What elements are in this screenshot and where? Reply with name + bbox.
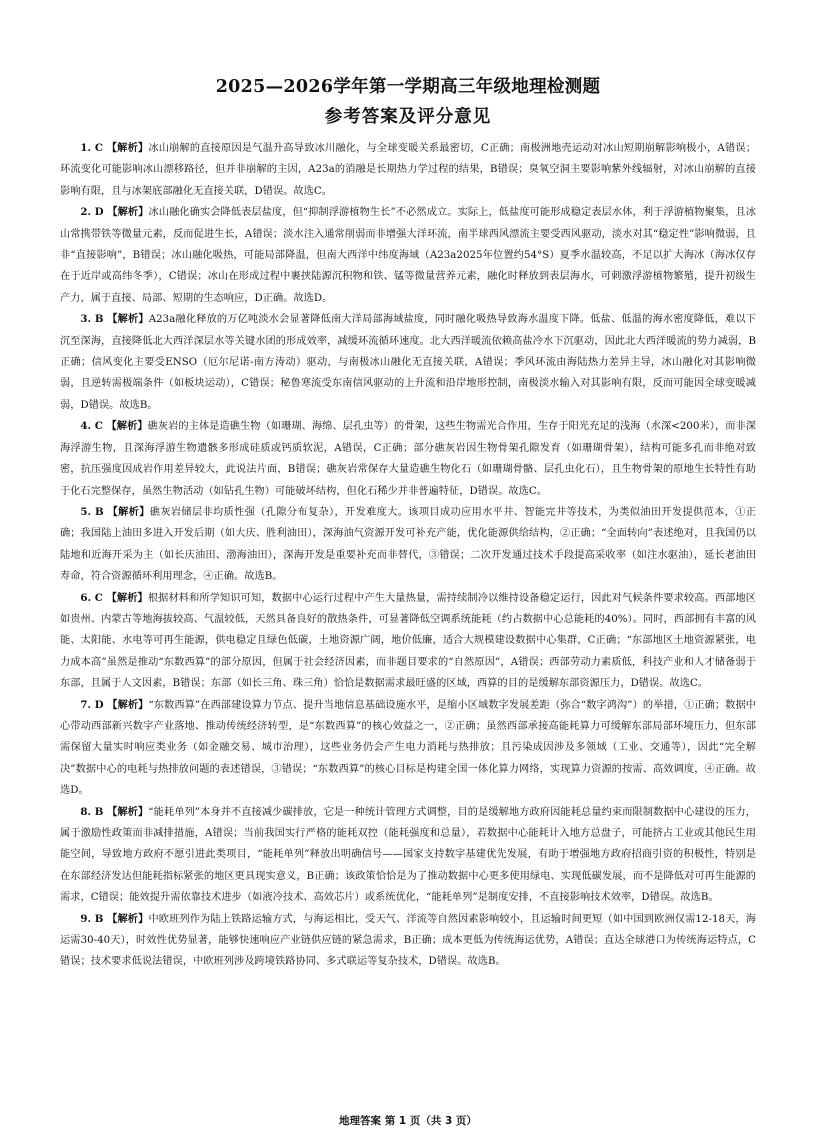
answer-head: 9. B 【解析】 bbox=[80, 912, 149, 925]
answer-item-2 bbox=[60, 202, 756, 309]
page-title: 2025—2026学年第一学期高三年级地理检测题 bbox=[215, 77, 601, 97]
answer-item-8 bbox=[60, 802, 756, 909]
answer-list bbox=[60, 138, 756, 973]
answer-head: 5. B 【解析】 bbox=[80, 505, 150, 518]
answer-item-5 bbox=[60, 502, 756, 588]
answer-item-3 bbox=[60, 309, 756, 416]
page-footer: 地理答案 第 1 页（共 3 页） bbox=[339, 1115, 477, 1127]
answer-head: 7. D 【解析】 bbox=[80, 698, 149, 711]
answer-text: 冰山崩解的直接原因是气温升高导致冰川融化，与全球变暖关系最密切，C正确；南极洲地壳运动对冰山短期崩解影响极小，A错误；环流变化可能影响冰山漂移路径，但并非崩解的主因，A23a的消融是长期热力学过程的结果，B错误；臭氧空洞主要影响紫外线辐射，对冰山崩解的直接影响有限，且与冰架底部融化无直接关联，D错误。故选C。 bbox=[60, 143, 756, 197]
answer-item-9 bbox=[60, 909, 756, 973]
answer-item-7 bbox=[60, 695, 756, 802]
answer-text: A23a融化释放的万亿吨淡水会显著降低南大洋局部海域盐度，同时融化吸热导致海水温度下降。低盐、低温的海水密度降低，难以下沉至深海，直接降低北大西洋深层水等关键水团的形成效率，减缓环流循环速度。北大西洋暖流依赖高盐冷水下沉驱动，因此北大西洋暖流的势力减弱，B正确；信风变化主要受ENSO（厄尔尼诺-南方涛动）驱动，与南极冰山融化无直接关联，A错误；季风环流由海陆热力差异主导，冰山融化对其影响微弱，且逆转需极端条件（如板块运动），C错误；秘鲁寒流受东南信风驱动的上升流和沿岸地形控制，南极淡水输入对其影响有限，反而可能因全球变暖减弱，D错误。故选B。 bbox=[60, 314, 757, 411]
answer-text: “东数西算”在西部建设算力节点、提升当地信息基础设施水平，是缩小区域数字发展差距（弥合“数字鸿沟”）的举措，①正确；数据中心带动西部新兴数字产业落地、推动传统经济转型，是“东数西算”的核心效益之一，②正确；虽然西部承接高能耗算力可缓解东部局部环境压力，但东部需保留大量实时响应类业务（如金融交易、城市治理），这些业务仍会产生电力消耗与热排放；且污染成因涉及多领域（工业、交通等），因此“完全解决”数据中心的电耗与热排放问题的表述错误，③错误；“东数西算”的核心目标是构建全国一体化算力网络，实现算力资源的按需、高效调度，④正确。故选D。 bbox=[60, 699, 756, 797]
answer-text: 中欧班列作为陆上铁路运输方式，与海运相比，受天气、洋流等自然因素影响较小，且运输时间更短（如中国到欧洲仅需12-18天，海运需30-40天），时效性优势显著，能够快速响应产业链供应链的紧急需求，B正确；成本更低为传统海运优势，A错误；直达全球港口为传统海运特点，C错误；技术要求低说法错误，中欧班列涉及跨境铁路协同、多式联运等复杂技术，D错误。故选B。 bbox=[60, 913, 756, 968]
answer-head: 8. B 【解析】 bbox=[80, 805, 149, 818]
answer-text: 礁灰岩的主体是造礁生物（如珊瑚、海绵、层孔虫等）的骨架，这些生物需光合作用，生存于阳光充足的浅海（水深<200米），而非深海浮游生物，且深海浮游生物遗骸多形成硅质或钙质软泥，A错误，C正确；部分礁灰岩因生物骨架孔隙发育（如珊瑚骨架），结构可能多孔而非绝对致密，抗压强度因成岩作用差异较大，此说法片面，B错误；礁灰岩常保存大量造礁生物化石（如珊瑚骨骼、层孔虫化石），且生物骨架的原地生长特性有助于化石完整保存，虽然生物活动（如钻孔生物）可能破坏结构，但化石稀少并非普遍特征，D错误。故选C。 bbox=[60, 421, 756, 497]
answer-item-4 bbox=[60, 416, 756, 502]
page-subtitle: 参考答案及评分意见 bbox=[324, 107, 492, 127]
answer-item-1 bbox=[60, 138, 756, 202]
answer-text: 根据材料和所学知识可知，数据中心运行过程中产生大量热量，需持续制冷以维持设备稳定运行，因此对气候条件要求较高。西部地区如贵州、内蒙古等地海拔较高、气温较低，天然具备良好的散热条件，可显著降低空调系统能耗（约占数据中心总能耗的40%）。同时，西部拥有丰富的风能、太阳能、水电等可再生能源，供电稳定且绿色低碳，土地资源广阔，地价低廉，适合大规模建设数据中心集群，C正确；“东部地区土地资源紧张，电力成本高”虽然是推动“东数西算”的部分原因，但属于社会经济因素，而非题目要求的“自然原因”，A错误；西部劳动力素质低，科技产业和人才储备弱于东部，且属于人文因素，B错误；东部（如长三角、珠三角）恰恰是数据需求最旺盛的区域，西算的目的是缓解东部资源压力，D错误。故选C。 bbox=[60, 592, 756, 690]
answer-head: 2. D 【解析】 bbox=[80, 206, 149, 219]
answer-head: 3. B 【解析】 bbox=[80, 313, 149, 326]
answer-text: 冰山融化确实会降低表层盐度，但“抑制浮游植物生长”不必然成立。实际上，低盐度可能形成稳定表层水体，利于浮游植物聚集，且冰山常携带铁等微量元素，反而促进生长，A错误；淡水注入通常削弱而非增强大洋环流，南半球西风漂流主要受西风驱动，淡水对其“稳定性”影响微弱，且非“直接影响”，B错误；冰山融化吸热，可能局部降温，但南大西洋中纬度海域（A23a2025年位置约54°S）夏季水温较高，不足以扩大海冰（海冰仅存在于近岸或高纬冬季），C错误；冰山在形成过程中裹挟陆源沉积物和铁、锰等微量营养元素，融化时释放到表层海水，可刺激浮游植物繁殖，提升初级生产力，属于直接、局部、短期的生态响应，D正确。故选D。 bbox=[60, 207, 756, 304]
answer-item-6 bbox=[60, 588, 756, 695]
answer-text: 礁灰岩储层非均质性强（孔隙分布复杂），开发难度大。该项目成功应用水平井、智能完井等技术，为类似油田开发提供范本，①正确；我国陆上油田多进入开发后期（如大庆、胜利油田），深海油气资源开发可补充产能，优化能源供给结构，②正确；“全面转向”表述绝对，且我国仍以陆地和近海开采为主（如长庆油田、渤海油田），深海开发是重要补充而非替代，③错误；二次开发通过技术手段提高采收率（如注水驱油），延长老油田寿命，符合资源循环利用理念，④正确。故选B。 bbox=[60, 506, 756, 583]
answer-head: 6. C 【解析】 bbox=[80, 591, 148, 604]
answer-head: 1. C 【解析】 bbox=[80, 142, 149, 154]
answer-text: “能耗单列”本身并不直接减少碳排放，它是一种统计管理方式调整，目的是缓解地方政府因能耗总量约束而限制数据中心建设的压力，属于激励性政策而非减排措施，A错误；当前我国实行严格的能耗双控（能耗强度和总量），若数据中心能耗计入地方总盘子，可能挤占工业或其他民生用能空间，导致地方政府不愿引进此类项目，“能耗单列”释放出明确信号——国家支持数字基建优先发展，有助于增强地方政府招商引资的积极性，特别是在东部经济发达但能耗指标紧张的地区更具现实意义，B正确；该政策恰恰是为了推动数据中心更多使用绿电、实现低碳发展，而不是降低对可再生能源的需求，C错误；能效提升需依靠技术进步（如液冷技术、高效芯片）或系统优化，“能耗单列”是制度安排，不直接影响技术效率，D错误。故选B。 bbox=[60, 806, 756, 904]
answer-head: 4. C 【解析】 bbox=[80, 420, 148, 433]
